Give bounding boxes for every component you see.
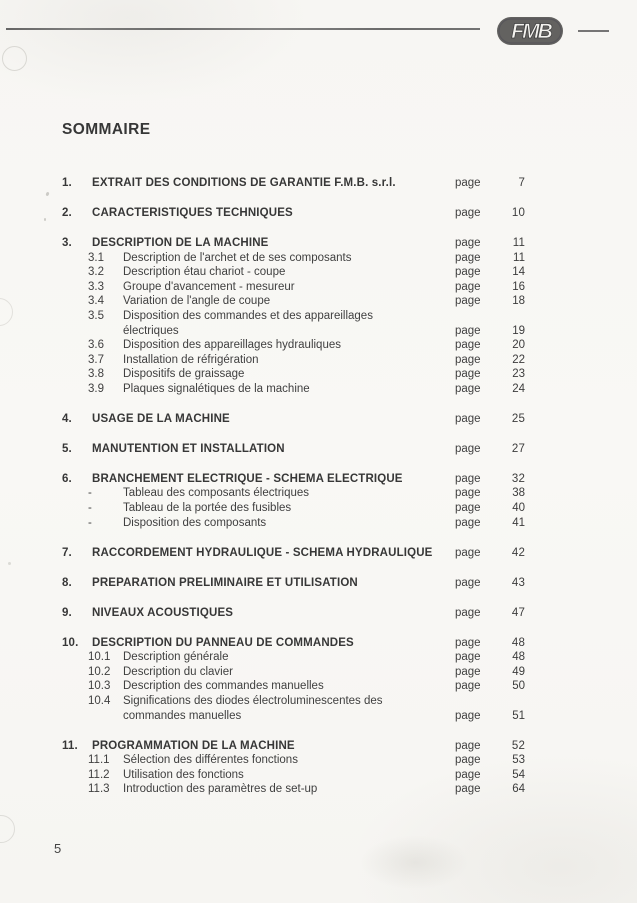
toc-row [0,309,637,338]
toc-page-word: page [455,368,481,381]
toc-row [0,338,637,353]
toc-row [0,650,637,665]
toc-entry-number: 2. [62,206,72,219]
toc-page-number: 19 [512,324,525,337]
fmb-logo [496,16,564,46]
toc-row [0,251,637,266]
scan-stain [360,835,470,890]
toc-row [0,442,637,457]
toc-entry-label: PREPARATION PRELIMINAIRE ET UTILISATION [92,576,358,589]
toc-entry-number: 3.8 [88,368,104,381]
toc-page-number: 42 [511,546,525,559]
toc-page-word: page [455,251,481,264]
toc-page-number: 11 [513,251,525,264]
toc-entry-number: 6. [62,472,72,485]
punch-hole [0,815,15,843]
toc-entry-number: 3.4 [88,295,104,308]
toc-row [0,367,637,382]
toc-entry-number: 3.2 [88,266,104,279]
toc-page-number: 64 [512,783,525,796]
toc-page-word: page [455,412,481,425]
toc-page-number: 50 [512,680,525,693]
toc-page-number: 24 [512,382,525,395]
toc-entry-label: Tableau de la portée des fusibles [123,502,292,515]
toc-page-word: page [455,295,481,308]
toc-row [0,176,637,191]
toc-page-word: page [455,709,481,722]
toc-row [0,236,637,251]
toc-page-word: page [455,680,481,693]
toc-page-number: 7 [518,177,525,189]
toc-page-word: page [455,472,481,485]
toc-page-word: page [455,280,481,293]
toc-page-word: page [455,636,481,649]
toc-entry-number: - [88,502,92,515]
toc-page-number: 22 [512,353,525,366]
fmb-logo-icon [496,16,564,46]
toc-page-word: page [455,382,481,395]
toc-row [0,294,637,309]
toc-entry-label: Disposition des composants [123,516,267,529]
toc-page-number: 16 [512,280,525,293]
toc-page-number: 43 [511,576,525,589]
toc-entry-label: Sélection des différentes fonctions [123,754,298,767]
toc-page-word: page [455,324,481,337]
toc-page-word: page [455,177,481,189]
toc-page-number: 49 [512,665,525,678]
toc-entry-number: - [88,516,92,529]
toc-entry-number: 4. [62,412,72,425]
toc-row [0,679,637,694]
toc-entry-label: Utilisation des fonctions [123,768,244,781]
toc-page-word: page [455,516,481,529]
toc-entry-number: 3.5 [88,309,104,322]
toc-page-number: 53 [512,754,525,767]
toc-row [0,353,637,368]
toc-entry-number: 3.7 [88,353,104,366]
toc-row [0,382,637,397]
toc-entry-number: 3.6 [88,339,104,352]
toc-page-word: page [455,546,481,559]
toc-entry-label: Dispositifs de graissage [123,368,245,381]
toc-entry-label: PROGRAMMATION DE LA MACHINE [92,739,295,752]
toc-page-word: page [455,353,481,366]
toc-row [0,265,637,280]
toc-entry-label: Installation de réfrigération [123,353,259,366]
toc-entry-number: 1. [62,177,72,189]
toc-entry-label: Tableau des composants électriques [123,487,310,500]
toc-entry-number: 11. [62,739,78,752]
toc-entry-number: 3.1 [88,251,104,264]
toc-entry-number: 11.2 [88,768,110,781]
toc-page-number: 48 [511,636,525,649]
footer-page-number: 5 [54,841,62,856]
toc-entry-number: 10.2 [88,665,111,678]
toc-entry-label: Disposition des appareillages hydrauliques [123,339,341,352]
toc-entry-number: 5. [62,442,72,455]
table-of-contents [0,176,637,797]
toc-entry-label: Plaques signalétiques de la machine [123,382,310,395]
toc-entry-label: Disposition des commandes et des appareillages électriques [123,309,373,337]
toc-page-number: 47 [511,606,525,619]
toc-entry-label: EXTRAIT DES CONDITIONS DE GARANTIE F.M.B. s.r.l. [92,177,396,189]
page-title: SOMMAIRE [62,121,151,138]
toc-entry-number: 10. [62,636,79,649]
toc-entry-label: Description étau chariot - coupe [123,266,286,279]
toc-row [0,486,637,501]
toc-page-word: page [455,442,481,455]
toc-entry-label: NIVEAUX ACOUSTIQUES [92,606,234,619]
toc-page-number: 40 [512,502,525,515]
toc-row [0,782,637,797]
toc-row [0,768,637,783]
toc-page-number: 18 [512,295,525,308]
toc-page-number: 51 [512,709,525,722]
toc-page-word: page [455,487,481,500]
toc-entry-label: BRANCHEMENT ELECTRIQUE - SCHEMA ELECTRIQUE [92,472,403,485]
fmb-logo-text: FMB [511,20,551,43]
toc-entry-label: Description de l'archet et de ses composants [123,251,352,264]
toc-row [0,546,637,561]
toc-entry-label: Significations des diodes électroluminescentes des commandes manuelles [123,694,383,722]
toc-entry-label: USAGE DE LA MACHINE [92,412,230,425]
toc-entry-number: 10.4 [88,694,111,707]
toc-row [0,753,637,768]
toc-entry-number: 3. [62,236,72,249]
toc-page-word: page [455,665,481,678]
toc-row [0,280,637,295]
toc-page-number: 41 [512,516,525,529]
toc-page-word: page [455,754,481,767]
toc-entry-number: 3.9 [88,382,104,395]
toc-row [0,665,637,680]
toc-page-word: page [455,339,481,352]
toc-entry-label: Groupe d'avancement - mesureur [123,280,295,293]
toc-row [0,472,637,487]
toc-page-word: page [455,236,481,249]
toc-page-number: 54 [512,768,525,781]
toc-entry-label: Description du clavier [123,665,233,678]
toc-entry-number: 8. [62,576,72,589]
toc-entry-label: Introduction des paramètres de set-up [123,783,318,796]
toc-page-number: 48 [512,651,525,664]
toc-page-number: 10 [511,206,525,219]
toc-row [0,636,637,651]
toc-entry-number: 10.3 [88,680,111,693]
toc-entry-number: 9. [62,606,72,619]
toc-page-number: 27 [511,442,525,455]
toc-page-word: page [455,739,481,752]
toc-entry-label: Description des commandes manuelles [123,680,324,693]
toc-entry-label: CARACTERISTIQUES TECHNIQUES [92,206,293,219]
punch-hole [2,46,27,71]
toc-page-word: page [455,783,481,796]
toc-page-number: 52 [511,739,525,752]
toc-page-word: page [455,768,481,781]
toc-entry-number: - [88,487,92,500]
header-rule [6,28,480,30]
toc-page-number: 20 [512,339,525,352]
toc-entry-label: RACCORDEMENT HYDRAULIQUE - SCHEMA HYDRAULIQUE [92,546,433,559]
toc-row [0,606,637,621]
toc-row [0,516,637,531]
toc-entry-number: 3.3 [88,280,104,293]
toc-page-word: page [455,206,481,219]
toc-entry-label: Variation de l'angle de coupe [123,295,271,308]
toc-page-word: page [455,651,481,664]
toc-row [0,739,637,754]
toc-row [0,501,637,516]
toc-page-number: 32 [511,472,525,485]
toc-entry-number: 11.3 [88,783,110,796]
toc-entry-label: Description générale [123,651,229,664]
toc-row [0,412,637,427]
toc-page-number: 23 [512,368,525,381]
toc-page-number: 38 [512,487,525,500]
toc-entry-label: DESCRIPTION DE LA MACHINE [92,236,269,249]
toc-entry-number: 10.1 [88,651,111,664]
toc-page-number: 14 [512,266,525,279]
toc-page-word: page [455,576,481,589]
toc-page-word: page [455,502,481,515]
toc-entry-label: DESCRIPTION DU PANNEAU DE COMMANDES [92,636,354,649]
toc-row [0,206,637,221]
toc-page-number: 25 [511,412,525,425]
toc-entry-number: 7. [62,546,72,559]
toc-page-number: 11 [512,236,525,249]
header-right-dash [578,30,609,32]
toc-row [0,576,637,591]
toc-entry-label: MANUTENTION ET INSTALLATION [92,442,285,455]
toc-entry-number: 11.1 [88,754,110,767]
toc-page-word: page [455,606,481,619]
toc-row [0,694,637,723]
toc-page-word: page [455,266,481,279]
